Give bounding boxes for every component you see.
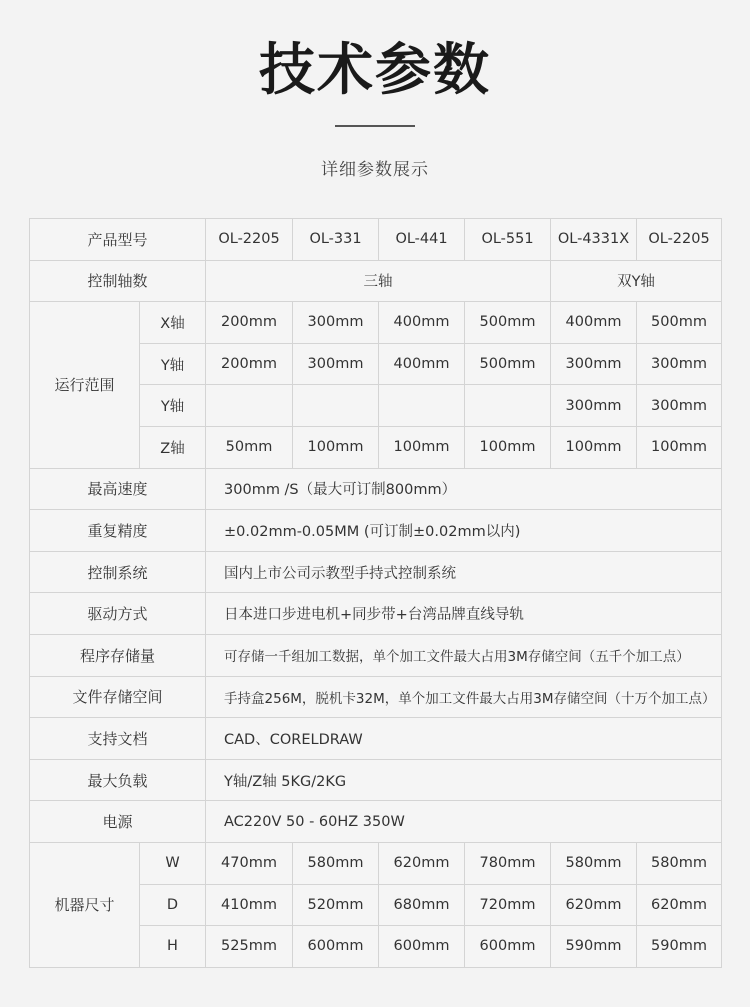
range-cell: 500mm [465, 302, 551, 344]
spec-label: 驱动方式 [30, 593, 206, 635]
axis-label: Y轴 [140, 385, 206, 427]
size-cell: 600mm [465, 926, 551, 968]
spec-label: 最大负载 [30, 759, 206, 801]
spec-value: 日本进口步进电机+同步带+台湾品牌直线导轨 [206, 593, 722, 635]
axis-label: Z轴 [140, 426, 206, 468]
size-cell: 620mm [379, 842, 465, 884]
range-cell: 400mm [551, 302, 637, 344]
size-cell: 590mm [637, 926, 722, 968]
size-cell: 780mm [465, 842, 551, 884]
axis-label: X轴 [140, 302, 206, 344]
page-subtitle: 详细参数展示 [321, 160, 429, 180]
size-cell: 580mm [551, 842, 637, 884]
title-divider [335, 125, 415, 127]
size-cell: 600mm [293, 926, 379, 968]
size-cell: 720mm [465, 884, 551, 926]
spec-value: 300mm /S（最大可订制800mm） [206, 468, 722, 510]
size-cell: 590mm [551, 926, 637, 968]
table-row-speed [30, 468, 722, 510]
spec-value: ±0.02mm-0.05MM (可订制±0.02mm以内) [206, 510, 722, 552]
spec-value: 可存储一千组加工数据，单个加工文件最大占用3M存储空间（五千个加工点） [206, 634, 722, 676]
table-row-max-load [30, 759, 722, 801]
spec-label: 控制系统 [30, 551, 206, 593]
range-cell [379, 385, 465, 427]
range-cell: 100mm [379, 426, 465, 468]
range-cell: 300mm [551, 343, 637, 385]
axes-three-cell: 三轴 [206, 260, 551, 302]
table-row-axes [30, 260, 722, 302]
row-label-range: 运行范围 [30, 302, 140, 468]
range-cell [293, 385, 379, 427]
spec-value: CAD、CORELDRAW [206, 718, 722, 760]
size-cell: 620mm [637, 884, 722, 926]
spec-value: Y轴/Z轴 5KG/2KG [206, 759, 722, 801]
size-cell: 580mm [293, 842, 379, 884]
size-cell: 470mm [206, 842, 293, 884]
model-cell: OL-441 [379, 219, 465, 261]
spec-table [29, 218, 722, 968]
range-cell: 400mm [379, 343, 465, 385]
row-label-model: 产品型号 [30, 219, 206, 261]
range-cell: 50mm [206, 426, 293, 468]
spec-value: 国内上市公司示教型手持式控制系统 [206, 551, 722, 593]
spec-label: 文件存储空间 [30, 676, 206, 718]
page-title: 技术参数 [259, 38, 491, 103]
spec-label: 支持文档 [30, 718, 206, 760]
size-cell: 620mm [551, 884, 637, 926]
spec-value: AC220V 50 - 60HZ 350W [206, 801, 722, 843]
range-cell: 200mm [206, 302, 293, 344]
range-cell [465, 385, 551, 427]
range-cell: 100mm [465, 426, 551, 468]
range-cell: 100mm [637, 426, 722, 468]
range-cell: 300mm [551, 385, 637, 427]
range-cell: 300mm [637, 343, 722, 385]
spec-label: 程序存储量 [30, 634, 206, 676]
range-cell [206, 385, 293, 427]
spec-label: 最高速度 [30, 468, 206, 510]
table-row-program-storage [30, 634, 722, 676]
range-cell: 200mm [206, 343, 293, 385]
axes-dual-y-cell: 双Y轴 [551, 260, 722, 302]
range-cell: 400mm [379, 302, 465, 344]
table-row-power [30, 801, 722, 843]
row-label-axes: 控制轴数 [30, 260, 206, 302]
table-row-size-w [30, 842, 722, 884]
table-row-drive [30, 593, 722, 635]
model-cell: OL-4331X [551, 219, 637, 261]
row-label-size: 机器尺寸 [30, 842, 140, 967]
table-row-model [30, 219, 722, 261]
dim-label: D [140, 884, 206, 926]
range-cell: 300mm [293, 343, 379, 385]
model-cell: OL-551 [465, 219, 551, 261]
model-cell: OL-2205 [206, 219, 293, 261]
range-cell: 300mm [293, 302, 379, 344]
table-row-range-x [30, 302, 722, 344]
range-cell: 100mm [551, 426, 637, 468]
table-row-control-system [30, 551, 722, 593]
size-cell: 525mm [206, 926, 293, 968]
size-cell: 580mm [637, 842, 722, 884]
range-cell: 500mm [637, 302, 722, 344]
model-cell: OL-331 [293, 219, 379, 261]
spec-value: 手持盒256M，脱机卡32M，单个加工文件最大占用3M存储空间（十万个加工点） [206, 676, 722, 718]
model-cell: OL-2205 [637, 219, 722, 261]
table-row-file-storage [30, 676, 722, 718]
size-cell: 520mm [293, 884, 379, 926]
axis-label: Y轴 [140, 343, 206, 385]
size-cell: 680mm [379, 884, 465, 926]
dim-label: H [140, 926, 206, 968]
spec-label: 电源 [30, 801, 206, 843]
table-row-precision [30, 510, 722, 552]
range-cell: 500mm [465, 343, 551, 385]
range-cell: 300mm [637, 385, 722, 427]
range-cell: 100mm [293, 426, 379, 468]
size-cell: 600mm [379, 926, 465, 968]
spec-label: 重复精度 [30, 510, 206, 552]
size-cell: 410mm [206, 884, 293, 926]
table-row-documents [30, 718, 722, 760]
dim-label: W [140, 842, 206, 884]
